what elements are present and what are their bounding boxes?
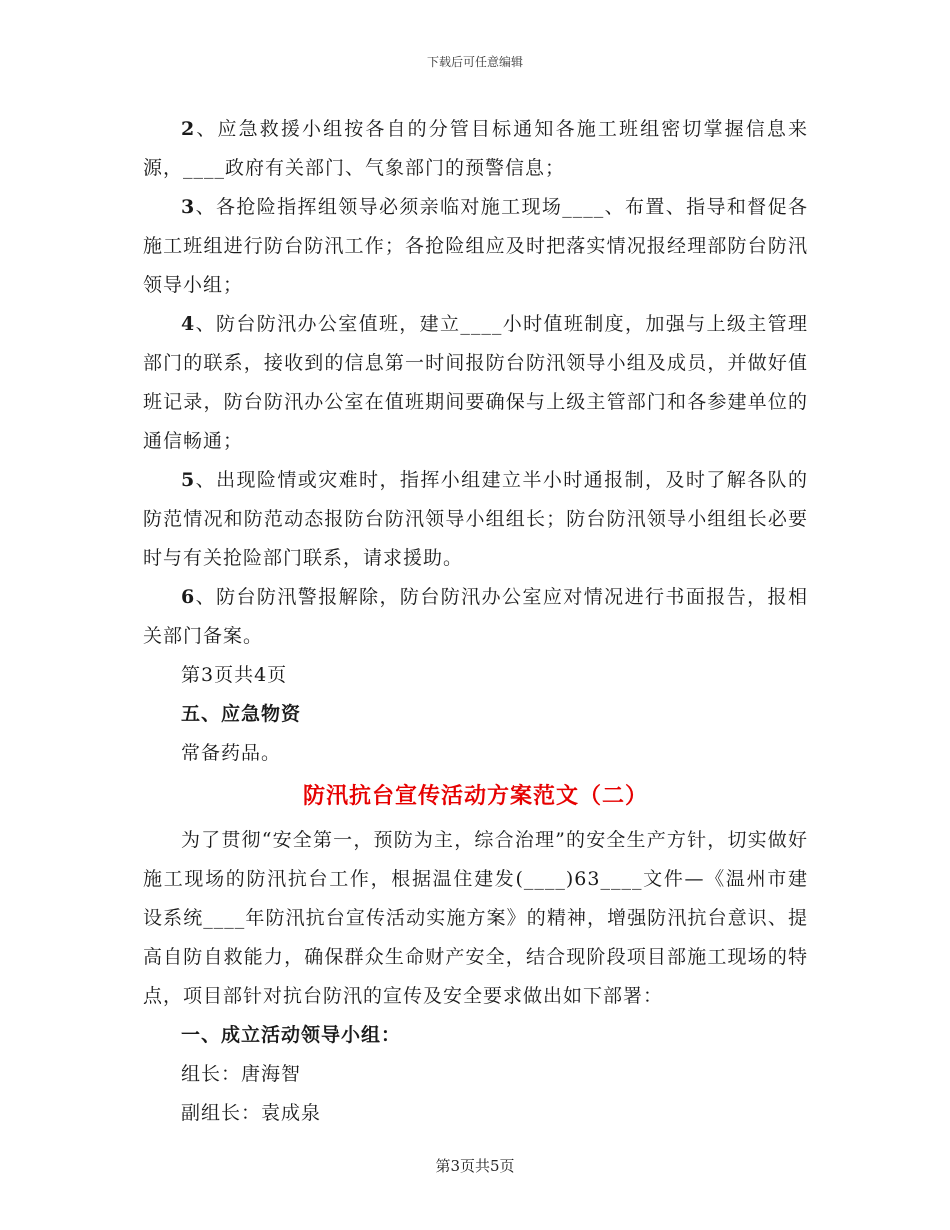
item-number: 4 (181, 313, 196, 335)
list-item-6 (143, 578, 808, 656)
header-note: 下载后可任意编辑 (426, 55, 523, 69)
item-text: 、应急救援小组按各自的分管目标通知各施工班组密切掌握信息来源，____政府有关部门、气象部门的预警信息； (143, 118, 808, 179)
page-footer: 第3页共5页 (435, 1157, 515, 1175)
item-number: 5 (181, 469, 196, 491)
document-body (143, 110, 808, 1133)
deputy-leader-line: 副组长：袁成泉 (181, 1102, 322, 1124)
item-number: 3 (181, 196, 196, 218)
list-item-4 (143, 305, 808, 461)
document-title: 防汛抗台宣传活动方案范文（二） (302, 783, 648, 809)
list-item-2 (143, 110, 808, 188)
intro-paragraph: 为了贯彻“安全第一，预防为主，综合治理”的安全生产方针，切实做好施工现场的防汛抗台工作，根据温住建发(____)63____文件—《温州市建设系统____年防汛抗台宣传活动实施方案》的精神，增强防汛抗台意识、提高自防自救能力，确保群众生命财产安全，结合现阶段项目部施工现场的特点，项目部针对抗台防汛的宣传及安全要求做出如下部署： (143, 829, 808, 1007)
item-text: 、防台防汛警报解除，防台防汛办公室应对情况进行书面报告，报相关部门备案。 (143, 586, 808, 647)
item-text: 、各抢险指挥组领导必须亲临对施工现场____、布置、指导和督促各施工班组进行防台防汛工作；各抢险组应及时把落实情况报经理部防台防汛领导小组； (143, 196, 808, 296)
item-number: 6 (181, 586, 196, 608)
item-number: 2 (181, 118, 196, 140)
item-text: 、出现险情或灾难时，指挥小组建立半小时通报制，及时了解各队的防范情况和防范动态报防台防汛领导小组组长；防台防汛领导小组组长必要时与有关抢险部门联系，请求援助。 (143, 469, 808, 569)
list-item-5 (143, 461, 808, 578)
section-heading-leadership: 一、成立活动领导小组： (181, 1024, 402, 1046)
inner-page-marker: 第3页共4页 (181, 664, 288, 686)
list-item-3 (143, 188, 808, 305)
section-text-supplies: 常备药品。 (181, 742, 282, 764)
item-text: 、防台防汛办公室值班，建立____小时值班制度，加强与上级主管理部门的联系，接收到的信息第一时间报防台防汛领导小组及成员，并做好值班记录，防台防汛办公室在值班期间要确保与上级主管部门和各参建单位的通信畅通； (143, 313, 808, 452)
leader-line: 组长：唐海智 (181, 1063, 302, 1085)
section-heading-supplies: 五、应急物资 (181, 703, 302, 725)
